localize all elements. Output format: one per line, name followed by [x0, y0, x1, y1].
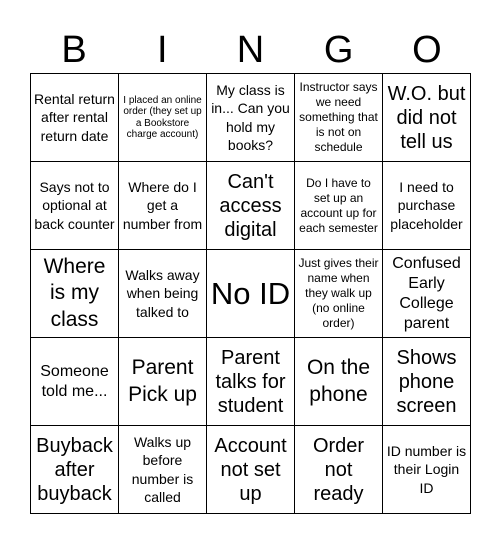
cell-text: I placed an online order (they set up a Bookstore charge account)	[123, 94, 202, 140]
bingo-cell[interactable]	[31, 162, 119, 250]
cell-text: Says not to optional at back counter	[34, 179, 115, 232]
cell-text: Order not ready	[312, 434, 365, 505]
cell-text: Walks up before number is called	[131, 434, 194, 505]
bingo-cell-free[interactable]	[207, 250, 295, 338]
header-letter-i: I	[157, 29, 168, 71]
cell-text: Instructor says we need something that is not on schedule	[299, 80, 378, 154]
bingo-cell[interactable]	[295, 338, 383, 426]
cell-text: Confused Early College parent	[392, 254, 461, 332]
bingo-cell[interactable]	[383, 162, 471, 250]
cell-text: I need to purchase placeholder	[390, 179, 463, 232]
cell-text: Where is my class	[43, 255, 106, 331]
cell-text: On the phone	[306, 356, 371, 406]
bingo-cell[interactable]	[119, 338, 207, 426]
cell-text: Walks away when being talked to	[125, 267, 200, 320]
header-letter-n: N	[236, 29, 265, 71]
bingo-cell[interactable]	[207, 426, 295, 514]
bingo-cell[interactable]	[31, 250, 119, 338]
header-letter-b: B	[61, 29, 87, 71]
bingo-cell[interactable]	[119, 426, 207, 514]
bingo-cell[interactable]	[295, 426, 383, 514]
cell-text: Rental return after rental return date	[34, 91, 115, 144]
cell-text: Do I have to set up an account up for each semester	[299, 175, 378, 235]
cell-text: W.O. but did not tell us	[387, 82, 466, 153]
cell-text: Parent Pick up	[128, 356, 197, 406]
bingo-cell[interactable]	[295, 162, 383, 250]
bingo-cell[interactable]	[31, 426, 119, 514]
cell-text: Account not set up	[214, 434, 287, 505]
cell-text: ID number is their Login ID	[386, 443, 467, 496]
cell-text: Shows phone screen	[396, 346, 457, 417]
cell-text: Can't access digital	[219, 170, 282, 241]
bingo-header	[30, 28, 471, 72]
bingo-cell[interactable]	[383, 74, 471, 162]
bingo-cell[interactable]	[295, 250, 383, 338]
bingo-cell[interactable]	[119, 250, 207, 338]
bingo-cell[interactable]	[207, 162, 295, 250]
bingo-board	[30, 73, 471, 514]
header-letter-g: G	[323, 29, 354, 71]
bingo-cell[interactable]	[31, 74, 119, 162]
bingo-cell[interactable]	[383, 338, 471, 426]
cell-text: Where do I get a number from	[122, 179, 203, 232]
cell-text: Just gives their name when they walk up (no online order)	[298, 256, 379, 330]
bingo-cell[interactable]	[31, 338, 119, 426]
cell-text: My class is in... Can you hold my books?	[211, 82, 290, 153]
bingo-cell[interactable]	[207, 338, 295, 426]
header-letter-o: O	[412, 29, 442, 71]
cell-text: Someone told me...	[40, 362, 109, 400]
bingo-cell[interactable]	[295, 74, 383, 162]
cell-text: Parent talks for student	[215, 346, 286, 417]
bingo-cell[interactable]	[383, 426, 471, 514]
cell-text: Buyback after buyback	[36, 434, 113, 505]
bingo-cell[interactable]	[119, 162, 207, 250]
bingo-cell[interactable]	[207, 74, 295, 162]
cell-text: No ID	[210, 275, 291, 311]
bingo-cell[interactable]	[119, 74, 207, 162]
bingo-cell[interactable]	[383, 250, 471, 338]
